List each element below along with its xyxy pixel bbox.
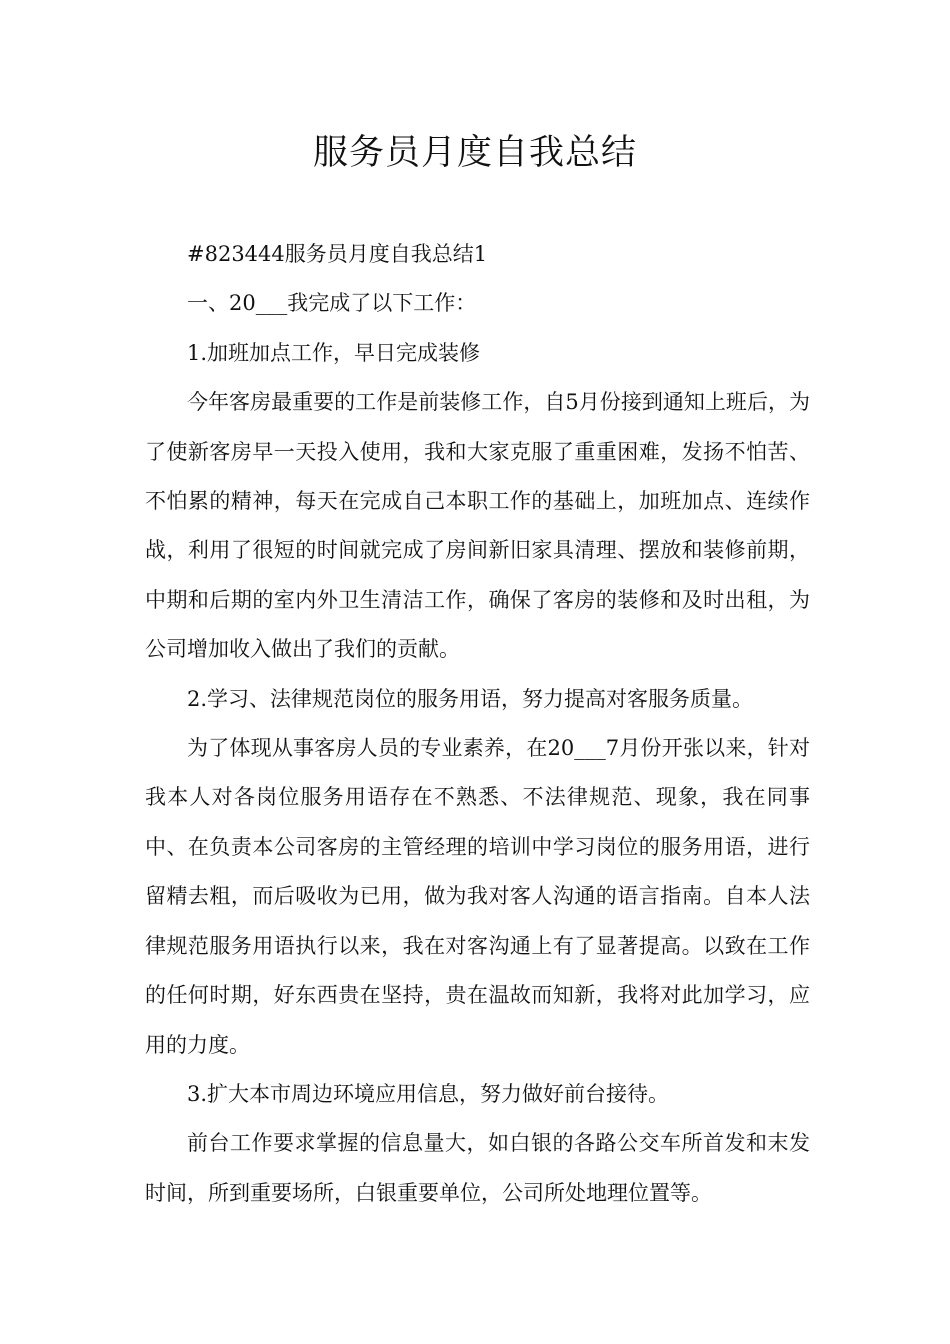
section-3-heading: 3.扩大本市周边环境应用信息，努力做好前台接待。 — [187, 1081, 670, 1106]
section-3-body: 前台工作要求掌握的信息量大，如白银的各路公交车所首发和末发时间，所到重要场所，白银重要单位，公司所处地理位置等。 — [145, 1131, 810, 1205]
section-2-body: 为了体现从事客房人员的专业素养，在20___7月份开张以来，针对我本人对各岗位服务用语存在不熟悉、不法律规范、现象，我在同事中、在负责本公司客房的主管经理的培训中学习岗位的服务用语，进行留精去粗，而后吸收为已用，做为我对客人沟通的语言指南。自本人法律规范服务用语执行以来，我在对客沟通上有了显著提高。以致在工作的任何时期，好东西贵在坚持，贵在温故而知新，我将对此加学习，应用的力度。 — [145, 736, 810, 1057]
section-1-heading: 1.加班加点工作，早日完成装修 — [187, 340, 481, 365]
document-title: 服务员月度自我总结 — [312, 133, 637, 173]
section-1-body: 今年客房最重要的工作是前装修工作，自5月份接到通知上班后，为了使新客房早一天投入使用，我和大家克服了重重困难，发扬不怕苦、不怕累的精神，每天在完成自己本职工作的基础上，加班加点、连续作战，利用了很短的时间就完成了房间新旧家具清理、摆放和装修前期，中期和后期的室内外卫生清洁工作，确保了客房的装修和及时出租，为公司增加收入做出了我们的贡献。 — [145, 390, 810, 662]
intro-line: 一、20___我完成了以下工作： — [187, 291, 477, 316]
document-subtitle: #823444服务员月度自我总结1 — [187, 242, 488, 266]
section-2-heading: 2.学习、法律规范岗位的服务用语，努力提高对客服务质量。 — [187, 686, 754, 711]
document-body — [145, 230, 810, 1218]
